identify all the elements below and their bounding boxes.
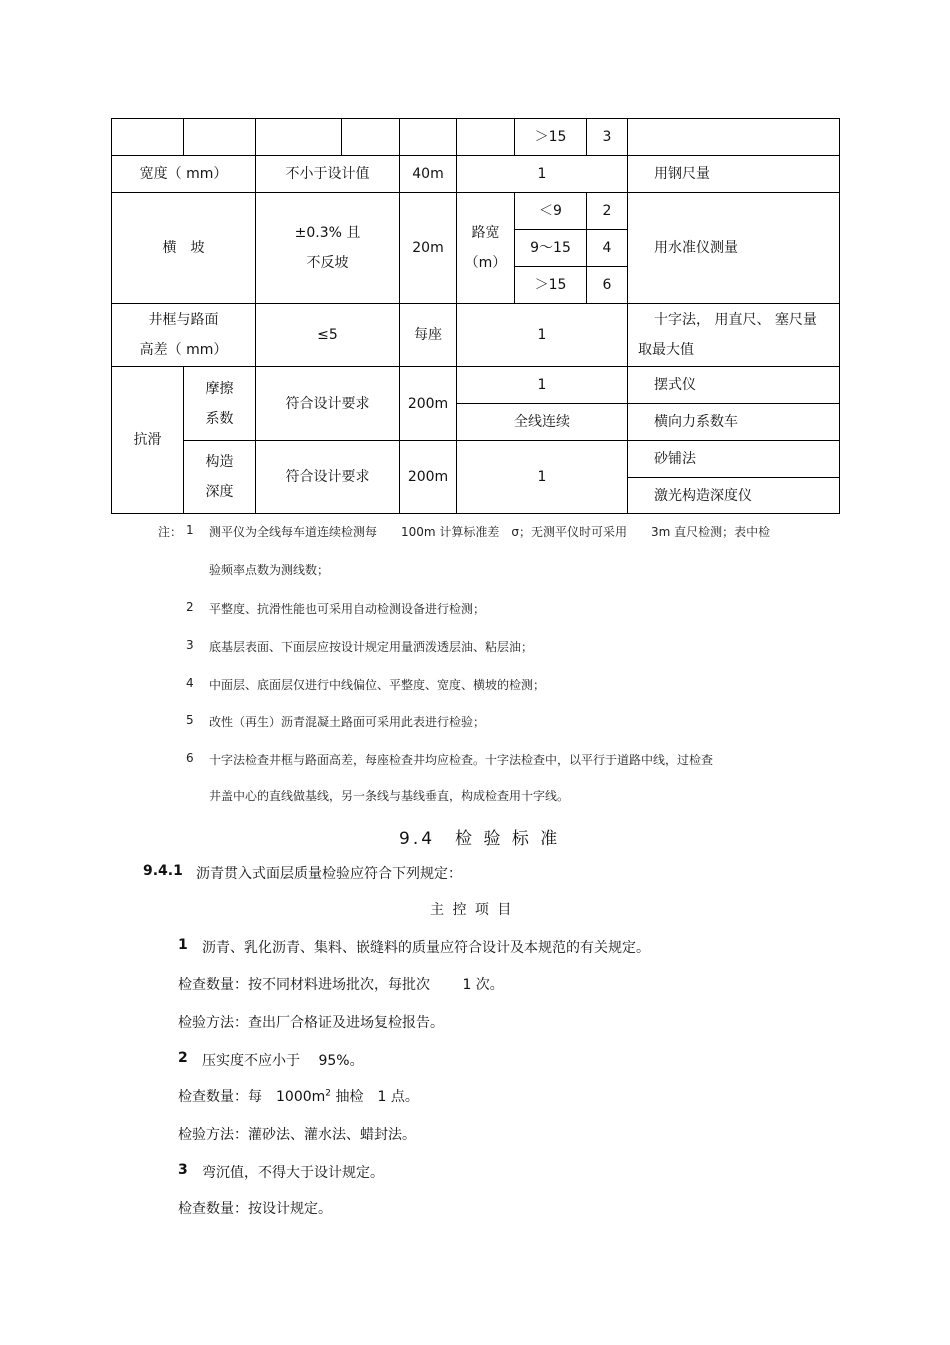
range-cell: ＞15 [515,119,587,156]
requirement-cell: ≤5 [256,304,400,367]
points-cell: 1 [457,367,628,404]
clause-text: 沥青贯入式面层质量检验应符合下列规定： [196,866,462,882]
note-number: 3 [186,638,194,652]
item-number: 1 [178,937,188,953]
section-title: 9.4 检 验 标 准 [399,829,561,849]
note-text: 验频率点数为测线数； [209,563,330,577]
points-cell: 2 [587,193,628,230]
item-cell: 横 坡 [112,193,256,304]
item-text: 检查数量：每 $1000m^2$ 抽检 1 点。 [178,1088,419,1105]
note-text: 井盖中心的直线做基线，另一条线与基线垂直，构成检查用十字线。 [209,789,570,803]
texture-cell: 构造 深度 [184,441,256,514]
note-text: 测平仪为全线每车道连续检测每 100m 计算标准差 σ；无测平仪时可采用 3m 直尺检测；表中检 [209,525,771,539]
item-text: 检验方法：查出厂合格证及进场复检报告。 [178,1015,444,1031]
points-cell: 1 [457,304,628,367]
road-width-cell: 路宽 （m） [457,193,515,304]
points-cell: 1 [457,441,628,514]
note-text: 底基层表面、下面层应按设计规定用量洒泼透层油、粘层油； [209,640,534,654]
method-cell: 用水准仪测量 [628,193,840,304]
subsection-title: 主 控 项 目 [430,902,514,918]
note-number: 2 [186,600,194,614]
item-text: 检查数量：按不同材料进场批次，每批次 1 次。 [178,977,504,993]
points-cell: 3 [587,119,628,156]
range-cell: ＞15 [515,267,587,304]
requirement-cell: 符合设计要求 [256,367,400,441]
item-text: 检验方法：灌砂法、灌水法、蜡封法。 [178,1127,416,1143]
table-row [112,367,840,404]
item-number: 3 [178,1162,188,1178]
frequency-cell: 200m [400,441,457,514]
note-text: 十字法检查井框与路面高差，每座检查井均应检查。十字法检查中，以平行于道路中线，过检查 [209,753,714,767]
note-text: 中面层、底面层仅进行中线偏位、平整度、宽度、横坡的检测； [209,678,546,692]
note-prefix: 注： [158,525,183,539]
requirement-cell: ±0.3% 且 不反坡 [256,193,400,304]
table-row [112,441,840,478]
requirement-cell: 不小于设计值 [256,156,400,193]
item-cell: 宽度（ mm） [112,156,256,193]
item-cell: 井框与路面 高差（ mm） [112,304,256,367]
item-text: 弯沉值，不得大于设计规定。 [202,1165,384,1181]
frequency-cell: 40m [400,156,457,193]
method-cell: 激光构造深度仪 [628,478,840,514]
method-cell: 用钢尺量 [628,156,840,193]
frequency-cell: 20m [400,193,457,304]
table-row [112,119,840,156]
note-text: 改性（再生）沥青混凝土路面可采用此表进行检验； [209,715,486,729]
friction-cell: 摩擦 系数 [184,367,256,441]
method-cell: 横向力系数车 [628,404,840,441]
table-row [112,304,840,367]
item-text: 检查数量：按设计规定。 [178,1201,332,1217]
range-cell: 9～15 [515,230,587,267]
frequency-cell: 200m [400,367,457,441]
item-text: 压实度不应小于 95%。 [202,1053,364,1069]
points-cell: 1 [457,156,628,193]
method-cell: 摆式仪 [628,367,840,404]
table-row [112,193,840,230]
note-number: 5 [186,713,194,727]
table-row [112,156,840,193]
item-text: 沥青、乳化沥青、集料、嵌缝料的质量应符合设计及本规范的有关规定。 [202,940,650,956]
quality-inspection-table [111,118,840,514]
item-number: 2 [178,1050,188,1066]
range-cell: ＜9 [515,193,587,230]
method-cell: 砂铺法 [628,441,840,478]
method-cell: 十字法， 用直尺、 塞尺量 取最大值 [628,304,840,367]
note-text: 平整度、抗滑性能也可采用自动检测设备进行检测； [209,602,486,616]
points-cell: 4 [587,230,628,267]
note-number: 4 [186,676,194,690]
points-cell: 全线连续 [457,404,628,441]
frequency-cell: 每座 [400,304,457,367]
clause-number: 9.4.1 [143,863,183,879]
requirement-cell: 符合设计要求 [256,441,400,514]
points-cell: 6 [587,267,628,304]
note-number: 6 [186,751,194,765]
note-number: 1 [186,523,194,537]
antislip-cell: 抗滑 [112,367,184,514]
